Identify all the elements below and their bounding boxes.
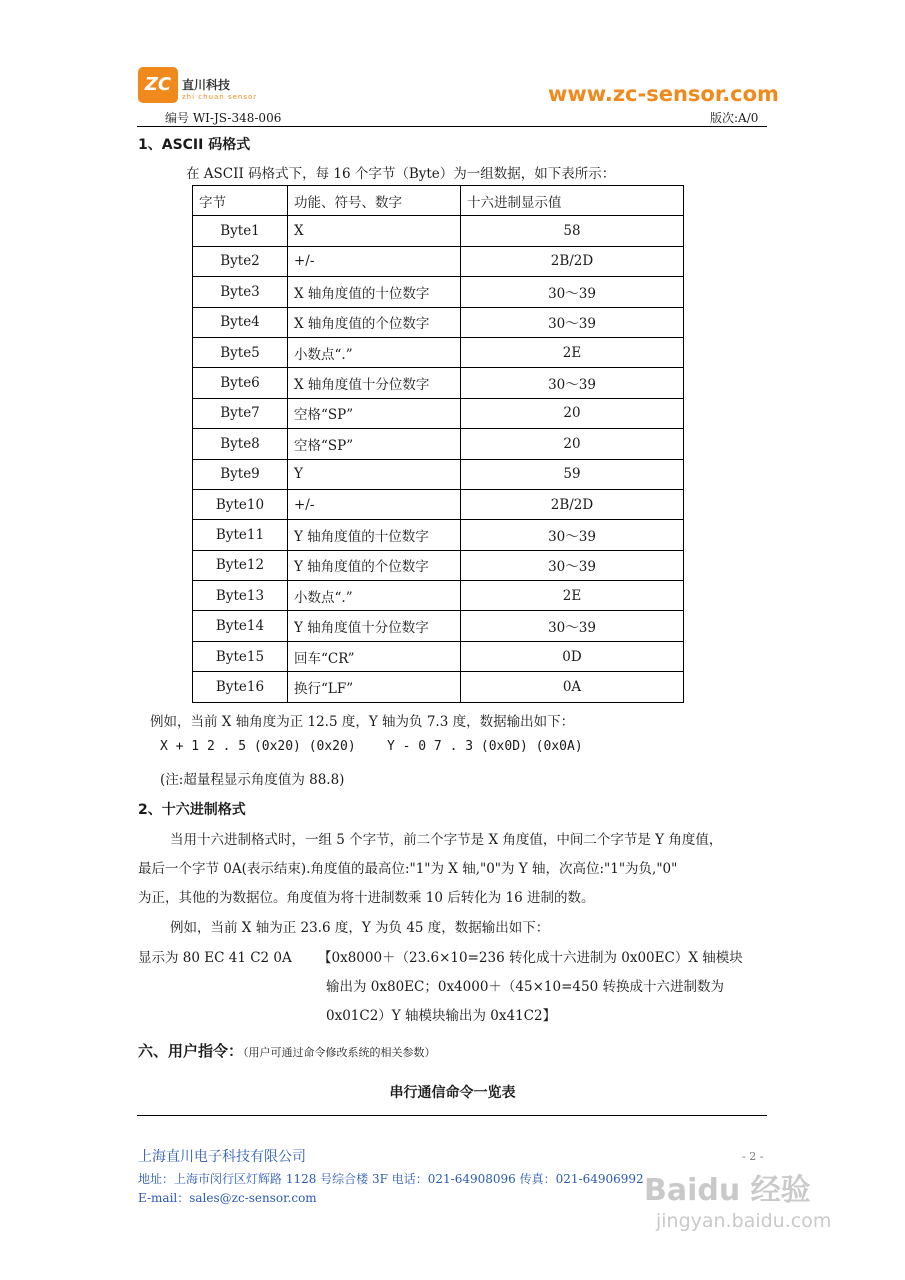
table-cell: Byte13: [193, 581, 288, 611]
table-cell: Byte10: [193, 489, 288, 519]
ascii-format-table: [192, 185, 684, 703]
ascii-example-intro: 例如，当前 X 轴角度为正 12.5 度，Y 轴为负 7.3 度，数据输出如下：: [150, 714, 575, 730]
section-heading-hex: 2、十六进制格式: [138, 802, 246, 818]
table-header-row: [193, 186, 684, 216]
table-row: [193, 246, 684, 276]
baidu-watermark-url: jingyan.baidu.com: [656, 1210, 832, 1232]
table-cell: 30～39: [461, 277, 684, 307]
table-cell: 空格“SP”: [288, 429, 461, 459]
table-cell: 小数点“.”: [288, 337, 461, 367]
hex-example-intro: 例如，当前 X 轴为正 23.6 度，Y 为负 45 度，数据输出如下：: [170, 920, 550, 936]
table-cell: 30～39: [461, 520, 684, 550]
table-row: [193, 550, 684, 580]
table-row: [193, 277, 684, 307]
table-row: [193, 520, 684, 550]
table-row: [193, 489, 684, 519]
section-subtitle: （用户可通过命令修改系统的相关参数）: [243, 1046, 436, 1059]
table-header-cell: 功能、符号、数字: [288, 186, 461, 216]
table-row: [193, 337, 684, 367]
table-cell: 2E: [461, 337, 684, 367]
table-cell: 30～39: [461, 550, 684, 580]
table-cell: Byte12: [193, 550, 288, 580]
table-header-cell: 十六进制显示值: [461, 186, 684, 216]
table-cell: X 轴角度值的个位数字: [288, 307, 461, 337]
table-cell: Byte11: [193, 520, 288, 550]
table-cell: 换行“LF”: [288, 672, 461, 702]
table-cell: Y 轴角度值的十位数字: [288, 520, 461, 550]
table-cell: Byte14: [193, 611, 288, 641]
section-intro-ascii: 在 ASCII 码格式下，每 16 个字节（Byte）为一组数据，如下表所示：: [186, 166, 616, 182]
table-cell: Byte9: [193, 459, 288, 489]
table-cell: 回车“CR”: [288, 641, 461, 671]
table-cell: 2B/2D: [461, 489, 684, 519]
footer-address: 地址：上海市闵行区灯辉路 1128 号综合楼 3F 电话：021-64908096 传真：021-64906992: [138, 1172, 644, 1186]
table-cell: 20: [461, 429, 684, 459]
website-url[interactable]: www.zc-sensor.com: [548, 82, 779, 106]
footer-company-name: 上海直川电子科技有限公司: [138, 1149, 306, 1165]
footer-divider: [137, 1115, 767, 1116]
table-cell: 30～39: [461, 307, 684, 337]
company-logo: ZC: [138, 67, 178, 103]
footer-email[interactable]: E-mail：sales@zc-sensor.com: [138, 1191, 317, 1205]
document-number: 编号 WI-JS-348-006: [165, 111, 282, 125]
ascii-example-output: X + 1 2 . 5 (0x20) (0x20) Y - 0 7 . 3 (0x0D) (0x0A): [160, 739, 583, 754]
table-cell: X 轴角度值的十位数字: [288, 277, 461, 307]
table-cell: Byte4: [193, 307, 288, 337]
table-cell: 2E: [461, 581, 684, 611]
table-cell: 0A: [461, 672, 684, 702]
table-row: [193, 368, 684, 398]
document-version: 版次:A/0: [710, 111, 759, 125]
table-row: [193, 307, 684, 337]
table-cell: Byte15: [193, 641, 288, 671]
header-divider: [137, 126, 767, 127]
hex-display-label: 显示为 80 EC 41 C2 0A: [138, 950, 292, 966]
table-cell: Y: [288, 459, 461, 489]
section-heading-text: 六、用户指令：: [138, 1042, 244, 1060]
table-cell: Byte8: [193, 429, 288, 459]
hex-explanation-line: 0x01C2）Y 轴模块输出为 0x41C2】: [326, 1008, 557, 1024]
table-cell: X: [288, 216, 461, 246]
section-heading-ascii: 1、ASCII 码格式: [138, 137, 251, 153]
table-row: [193, 429, 684, 459]
table-cell: 20: [461, 398, 684, 428]
hex-explanation-line: 【0x8000＋（23.6×10=236 转化成十六进制为 0x00EC）X 轴模块: [318, 950, 743, 966]
hex-explanation-line: 输出为 0x80EC；0x4000＋（45×10=450 转换成十六进制数为: [326, 979, 724, 995]
table-cell: Byte16: [193, 672, 288, 702]
table-cell: 59: [461, 459, 684, 489]
table-cell: 空格“SP”: [288, 398, 461, 428]
table-row: [193, 672, 684, 702]
table-row: [193, 459, 684, 489]
table-cell: +/-: [288, 246, 461, 276]
table-row: [193, 611, 684, 641]
table-cell: Y 轴角度值十分位数字: [288, 611, 461, 641]
table-cell: 58: [461, 216, 684, 246]
hex-paragraph-line: 当用十六进制格式时，一组 5 个字节，前二个字节是 X 角度值，中间二个字节是 Y 角度值，: [170, 832, 723, 848]
overrange-note: (注:超量程显示角度值为 88.8): [160, 772, 345, 788]
table-cell: Y 轴角度值的个位数字: [288, 550, 461, 580]
section-heading-user-commands: [138, 1040, 436, 1061]
table-cell: Byte2: [193, 246, 288, 276]
table-cell: X 轴角度值十分位数字: [288, 368, 461, 398]
table-cell: Byte7: [193, 398, 288, 428]
command-table-title: 串行通信命令一览表: [389, 1085, 516, 1101]
table-cell: Byte5: [193, 337, 288, 367]
hex-paragraph-line: 最后一个字节 0A(表示结束).角度值的最高位:"1"为 X 轴,"0"为 Y 轴，次高位:"1"为负,"0": [138, 861, 678, 877]
logo-subtitle: zhi chuan sensor: [182, 93, 258, 101]
hex-paragraph-line: 为正，其他的为数据位。角度值为将十进制数乘 10 后转化为 16 进制的数。: [138, 890, 595, 906]
table-cell: 2B/2D: [461, 246, 684, 276]
table-row: [193, 216, 684, 246]
table-cell: Byte6: [193, 368, 288, 398]
page-number: - 2 -: [742, 1150, 764, 1163]
logo-company-name: 直川科技: [182, 78, 231, 92]
baidu-watermark-logo: Baidu 经验: [644, 1173, 811, 1208]
table-cell: Byte1: [193, 216, 288, 246]
table-row: [193, 398, 684, 428]
table-cell: 小数点“.”: [288, 581, 461, 611]
table-cell: 30～39: [461, 368, 684, 398]
table-cell: 0D: [461, 641, 684, 671]
table-cell: Byte3: [193, 277, 288, 307]
table-row: [193, 641, 684, 671]
table-header-cell: 字节: [193, 186, 288, 216]
table-cell: 30～39: [461, 611, 684, 641]
table-row: [193, 581, 684, 611]
table-cell: +/-: [288, 489, 461, 519]
